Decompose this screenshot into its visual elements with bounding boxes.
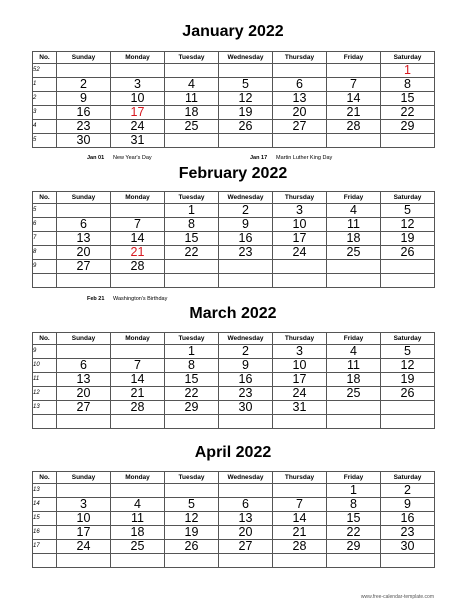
day-cell <box>273 64 327 78</box>
day-cell <box>381 274 435 288</box>
week-number <box>33 415 57 429</box>
weekday-header: Thursday <box>273 333 327 345</box>
day-cell: 12 <box>381 359 435 373</box>
holiday-item <box>87 153 152 163</box>
day-cell: 22 <box>165 387 219 401</box>
week-number: 17 <box>33 540 57 554</box>
day-cell: 28 <box>327 120 381 134</box>
day-cell: 16 <box>381 512 435 526</box>
day-cell: 16 <box>219 373 273 387</box>
day-cell <box>111 345 165 359</box>
holiday-name: Martin Luther King Day <box>276 155 333 161</box>
week-number: 9 <box>33 260 57 274</box>
weekday-header: Monday <box>111 472 165 484</box>
day-cell <box>57 64 111 78</box>
day-cell <box>219 274 273 288</box>
day-cell: 28 <box>111 401 165 415</box>
day-cell: 5 <box>381 204 435 218</box>
day-cell: 1 <box>381 64 435 78</box>
day-cell: 22 <box>381 106 435 120</box>
day-cell <box>165 134 219 148</box>
day-cell <box>327 401 381 415</box>
week-number: 7 <box>33 232 57 246</box>
day-cell <box>273 274 327 288</box>
day-cell: 24 <box>111 120 165 134</box>
day-cell <box>57 274 111 288</box>
holiday-name: Washington's Birthday <box>113 296 168 302</box>
day-cell <box>327 274 381 288</box>
week-number: 52 <box>33 64 57 78</box>
day-cell: 17 <box>57 526 111 540</box>
calendar-table <box>32 471 435 568</box>
day-cell: 24 <box>273 387 327 401</box>
day-cell: 24 <box>273 246 327 260</box>
holiday-item <box>87 294 167 304</box>
day-cell: 28 <box>111 260 165 274</box>
day-cell <box>165 64 219 78</box>
day-cell <box>273 415 327 429</box>
week-row <box>33 373 435 387</box>
day-cell: 21 <box>327 106 381 120</box>
day-cell <box>219 260 273 274</box>
month-title: January 2022 <box>182 23 284 40</box>
day-cell: 2 <box>381 484 435 498</box>
week-number: 3 <box>33 106 57 120</box>
day-cell: 19 <box>381 232 435 246</box>
day-cell: 15 <box>327 512 381 526</box>
weekday-header: Wednesday <box>219 52 273 64</box>
week-number: 12 <box>33 387 57 401</box>
day-cell <box>381 134 435 148</box>
day-cell: 23 <box>381 526 435 540</box>
day-cell: 19 <box>165 526 219 540</box>
day-cell: 10 <box>57 512 111 526</box>
holiday-list <box>32 153 434 163</box>
day-cell: 25 <box>327 387 381 401</box>
day-cell: 25 <box>111 540 165 554</box>
day-cell: 9 <box>57 92 111 106</box>
day-cell: 4 <box>165 78 219 92</box>
day-cell <box>57 554 111 568</box>
weekday-header: Friday <box>327 333 381 345</box>
day-cell <box>381 401 435 415</box>
week-row <box>33 387 435 401</box>
day-cell: 2 <box>57 78 111 92</box>
day-cell: 8 <box>165 218 219 232</box>
week-number-header: No. <box>33 192 57 204</box>
day-cell: 12 <box>219 92 273 106</box>
day-cell: 26 <box>381 246 435 260</box>
weekday-header: Wednesday <box>219 472 273 484</box>
day-cell: 31 <box>273 401 327 415</box>
day-cell: 8 <box>165 359 219 373</box>
holiday-list <box>32 294 434 304</box>
day-cell <box>273 554 327 568</box>
week-row <box>33 92 435 106</box>
month-title: March 2022 <box>189 305 277 322</box>
day-cell <box>219 554 273 568</box>
weekday-header: Thursday <box>273 52 327 64</box>
day-cell: 14 <box>327 92 381 106</box>
week-row <box>33 232 435 246</box>
day-cell: 31 <box>111 134 165 148</box>
week-row <box>33 540 435 554</box>
day-cell: 18 <box>111 526 165 540</box>
day-cell <box>219 64 273 78</box>
day-cell: 26 <box>381 387 435 401</box>
day-cell <box>111 64 165 78</box>
week-number: 5 <box>33 134 57 148</box>
day-cell: 18 <box>327 232 381 246</box>
day-cell <box>219 134 273 148</box>
day-cell: 20 <box>219 526 273 540</box>
day-cell: 19 <box>219 106 273 120</box>
day-cell <box>165 274 219 288</box>
day-cell <box>111 274 165 288</box>
day-cell: 14 <box>273 512 327 526</box>
day-cell: 21 <box>111 246 165 260</box>
day-cell: 14 <box>111 373 165 387</box>
holiday-date: Jan 17 <box>250 155 268 161</box>
day-cell: 18 <box>327 373 381 387</box>
week-row <box>33 78 435 92</box>
day-cell: 6 <box>57 218 111 232</box>
day-cell: 15 <box>165 232 219 246</box>
day-cell: 7 <box>273 498 327 512</box>
day-cell <box>111 554 165 568</box>
day-cell: 4 <box>111 498 165 512</box>
week-row <box>33 401 435 415</box>
day-cell: 6 <box>57 359 111 373</box>
weekday-header: Saturday <box>381 52 435 64</box>
week-row <box>33 218 435 232</box>
week-number: 8 <box>33 246 57 260</box>
week-row <box>33 204 435 218</box>
day-cell <box>327 64 381 78</box>
day-cell: 20 <box>57 387 111 401</box>
week-number: 13 <box>33 484 57 498</box>
day-cell: 8 <box>327 498 381 512</box>
day-cell: 12 <box>381 218 435 232</box>
holiday-date: Jan 01 <box>87 155 105 161</box>
week-number: 2 <box>33 92 57 106</box>
week-number: 15 <box>33 512 57 526</box>
week-row <box>33 415 435 429</box>
day-cell: 20 <box>273 106 327 120</box>
weekday-header: Friday <box>327 192 381 204</box>
month-title: April 2022 <box>194 444 272 461</box>
day-cell <box>273 484 327 498</box>
day-cell: 15 <box>165 373 219 387</box>
day-cell: 3 <box>273 345 327 359</box>
weekday-header: Monday <box>111 333 165 345</box>
day-cell <box>165 554 219 568</box>
day-cell: 27 <box>57 401 111 415</box>
week-row <box>33 274 435 288</box>
day-cell <box>165 484 219 498</box>
week-number: 4 <box>33 120 57 134</box>
day-cell: 8 <box>381 78 435 92</box>
week-row <box>33 120 435 134</box>
day-cell: 29 <box>165 401 219 415</box>
day-cell: 3 <box>111 78 165 92</box>
day-cell: 7 <box>327 78 381 92</box>
day-cell: 1 <box>327 484 381 498</box>
day-cell: 26 <box>219 120 273 134</box>
week-row <box>33 512 435 526</box>
day-cell: 1 <box>165 204 219 218</box>
weekday-header: Friday <box>327 52 381 64</box>
day-cell: 25 <box>327 246 381 260</box>
week-row <box>33 345 435 359</box>
month-title: February 2022 <box>178 165 288 182</box>
calendar-table <box>32 332 435 429</box>
week-row <box>33 246 435 260</box>
week-row <box>33 526 435 540</box>
day-cell: 13 <box>273 92 327 106</box>
weekday-header: Sunday <box>57 472 111 484</box>
day-cell: 3 <box>273 204 327 218</box>
day-cell <box>327 554 381 568</box>
weekday-header: Sunday <box>57 333 111 345</box>
day-cell: 27 <box>219 540 273 554</box>
day-cell: 14 <box>111 232 165 246</box>
day-cell: 4 <box>327 345 381 359</box>
week-number: 1 <box>33 78 57 92</box>
day-cell: 7 <box>111 359 165 373</box>
day-cell: 2 <box>219 204 273 218</box>
day-cell <box>165 260 219 274</box>
day-cell: 9 <box>219 359 273 373</box>
week-number: 14 <box>33 498 57 512</box>
day-cell: 10 <box>273 359 327 373</box>
weekday-header: Sunday <box>57 52 111 64</box>
week-row <box>33 484 435 498</box>
day-cell: 29 <box>381 120 435 134</box>
weekday-header: Wednesday <box>219 192 273 204</box>
weekday-header: Tuesday <box>165 192 219 204</box>
day-cell <box>219 415 273 429</box>
weekday-header: Monday <box>111 52 165 64</box>
week-number: 10 <box>33 359 57 373</box>
week-number: 13 <box>33 401 57 415</box>
day-cell: 22 <box>327 526 381 540</box>
day-cell: 2 <box>219 345 273 359</box>
day-cell: 11 <box>111 512 165 526</box>
day-cell: 23 <box>57 120 111 134</box>
week-row <box>33 64 435 78</box>
day-cell: 20 <box>57 246 111 260</box>
day-cell: 28 <box>273 540 327 554</box>
day-cell: 29 <box>327 540 381 554</box>
day-cell <box>327 260 381 274</box>
week-number: 11 <box>33 373 57 387</box>
day-cell: 24 <box>57 540 111 554</box>
day-cell <box>381 415 435 429</box>
holiday-name: New Year's Day <box>113 155 152 161</box>
day-cell <box>273 260 327 274</box>
day-cell: 16 <box>219 232 273 246</box>
day-cell: 12 <box>165 512 219 526</box>
day-cell <box>111 204 165 218</box>
day-cell: 15 <box>381 92 435 106</box>
day-cell: 11 <box>327 359 381 373</box>
weekday-header: Tuesday <box>165 472 219 484</box>
day-cell: 27 <box>273 120 327 134</box>
day-cell <box>327 134 381 148</box>
header-row <box>33 52 435 64</box>
weekday-header: Tuesday <box>165 333 219 345</box>
weekday-header: Tuesday <box>165 52 219 64</box>
day-cell: 6 <box>273 78 327 92</box>
day-cell <box>111 484 165 498</box>
day-cell: 4 <box>327 204 381 218</box>
week-number: 16 <box>33 526 57 540</box>
day-cell: 16 <box>57 106 111 120</box>
day-cell: 13 <box>219 512 273 526</box>
day-cell: 26 <box>165 540 219 554</box>
day-cell: 21 <box>273 526 327 540</box>
weekday-header: Friday <box>327 472 381 484</box>
week-number: 6 <box>33 218 57 232</box>
day-cell: 23 <box>219 387 273 401</box>
day-cell <box>327 415 381 429</box>
day-cell <box>57 415 111 429</box>
week-number-header: No. <box>33 52 57 64</box>
site-credit: www.free-calendar-template.com <box>360 594 434 600</box>
calendar-table <box>32 51 435 148</box>
day-cell: 5 <box>219 78 273 92</box>
weekday-header: Monday <box>111 192 165 204</box>
day-cell: 9 <box>381 498 435 512</box>
weekday-header: Sunday <box>57 192 111 204</box>
day-cell <box>219 484 273 498</box>
day-cell: 10 <box>273 218 327 232</box>
day-cell: 30 <box>219 401 273 415</box>
holiday-date: Feb 21 <box>87 296 105 302</box>
weekday-header: Saturday <box>381 472 435 484</box>
holiday-item <box>250 153 332 163</box>
header-row <box>33 472 435 484</box>
day-cell: 27 <box>57 260 111 274</box>
day-cell <box>381 554 435 568</box>
day-cell: 19 <box>381 373 435 387</box>
week-number-header: No. <box>33 333 57 345</box>
day-cell: 17 <box>111 106 165 120</box>
day-cell: 11 <box>327 218 381 232</box>
week-row <box>33 359 435 373</box>
day-cell <box>381 260 435 274</box>
day-cell <box>57 204 111 218</box>
weekday-header: Thursday <box>273 472 327 484</box>
weekday-header: Wednesday <box>219 333 273 345</box>
day-cell: 17 <box>273 373 327 387</box>
day-cell: 9 <box>219 218 273 232</box>
day-cell <box>57 484 111 498</box>
week-row <box>33 260 435 274</box>
day-cell <box>165 415 219 429</box>
day-cell: 6 <box>219 498 273 512</box>
day-cell: 13 <box>57 373 111 387</box>
day-cell: 5 <box>381 345 435 359</box>
week-number <box>33 274 57 288</box>
week-row <box>33 554 435 568</box>
day-cell <box>273 134 327 148</box>
week-number: 9 <box>33 345 57 359</box>
day-cell: 23 <box>219 246 273 260</box>
week-row <box>33 134 435 148</box>
week-number-header: No. <box>33 472 57 484</box>
day-cell: 21 <box>111 387 165 401</box>
day-cell: 5 <box>165 498 219 512</box>
calendar-table <box>32 191 435 288</box>
day-cell: 18 <box>165 106 219 120</box>
week-row <box>33 498 435 512</box>
day-cell: 7 <box>111 218 165 232</box>
weekday-header: Saturday <box>381 192 435 204</box>
day-cell: 30 <box>57 134 111 148</box>
day-cell: 25 <box>165 120 219 134</box>
day-cell: 22 <box>165 246 219 260</box>
day-cell: 17 <box>273 232 327 246</box>
day-cell <box>57 345 111 359</box>
day-cell <box>111 415 165 429</box>
day-cell: 30 <box>381 540 435 554</box>
week-number <box>33 554 57 568</box>
day-cell: 13 <box>57 232 111 246</box>
week-number: 5 <box>33 204 57 218</box>
header-row <box>33 192 435 204</box>
header-row <box>33 333 435 345</box>
day-cell: 10 <box>111 92 165 106</box>
week-row <box>33 106 435 120</box>
day-cell: 3 <box>57 498 111 512</box>
day-cell: 1 <box>165 345 219 359</box>
weekday-header: Thursday <box>273 192 327 204</box>
weekday-header: Saturday <box>381 333 435 345</box>
day-cell: 11 <box>165 92 219 106</box>
